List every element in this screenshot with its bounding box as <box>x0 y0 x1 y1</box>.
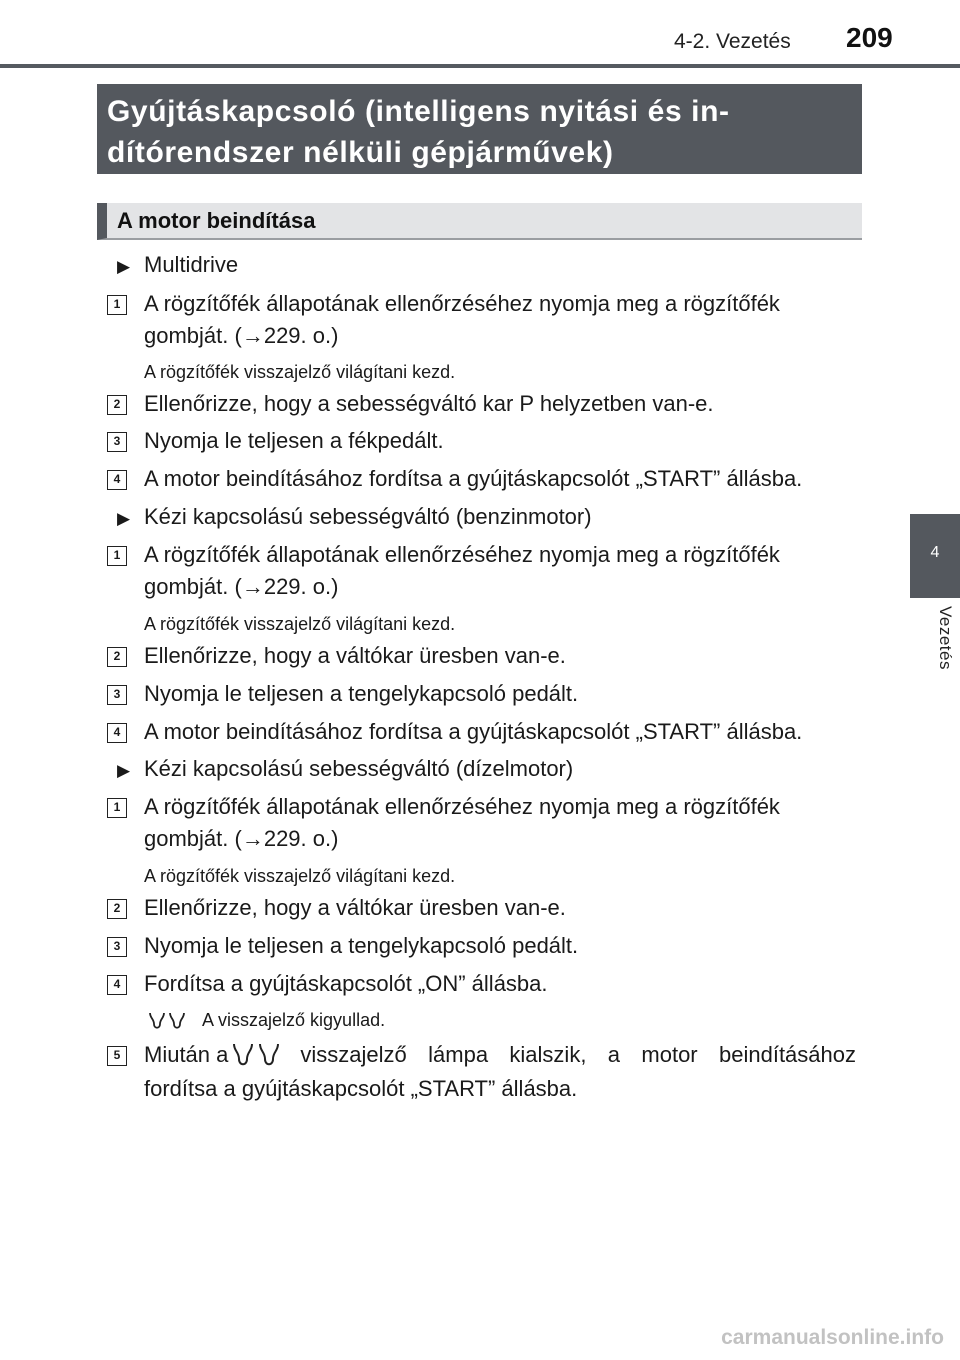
step-number: 2 <box>107 395 127 415</box>
step-number: 1 <box>107 798 127 818</box>
title-line-1: Gyújtáskapcsoló (intelligens nyitási és in- <box>107 95 730 128</box>
arrow-icon: → <box>241 323 264 348</box>
step-note: A rögzítőfék visszajelző világítani kezd. <box>144 866 456 886</box>
step-text: Ellenőrizze, hogy a váltókar üresben van-e. <box>144 895 566 920</box>
step-number: 3 <box>107 432 127 452</box>
step-text-continued: gombját. (→229. o.) <box>144 574 339 599</box>
triangle-bullet-icon: ▶ <box>117 761 131 780</box>
watermark: carmanualsonline.info <box>721 1326 944 1349</box>
step-text: A rögzítőfék állapotának ellenőrzéséhez nyomja meg a rögzítőfék <box>144 291 780 316</box>
step-text: Nyomja le teljesen a tengelykapcsoló pedált. <box>144 933 579 958</box>
step-number: 1 <box>107 295 127 315</box>
step-note: A rögzítőfék visszajelző világítani kezd. <box>144 362 456 382</box>
section-subheading <box>97 203 862 240</box>
step-text: Ellenőrizze, hogy a sebességváltó kar P helyzetben van-e. <box>144 391 714 416</box>
group-heading: ▶ Kézi kapcsolású sebességváltó (benzinmotor) <box>117 500 592 536</box>
subheading-text: A motor beindítása <box>117 208 316 233</box>
step-text: Nyomja le teljesen a fékpedált. <box>144 428 444 453</box>
chapter-tab[interactable]: 4 <box>910 514 960 598</box>
step-text: Miután a visszajelző lámpa kialszik, a motor beindításához <box>144 1038 856 1072</box>
step-number: 3 <box>107 937 127 957</box>
step-number: 4 <box>107 723 127 743</box>
step-text: A rögzítőfék állapotának ellenőrzéséhez nyomja meg a rögzítőfék <box>144 794 780 819</box>
step-number: 2 <box>107 647 127 667</box>
step-text-continued: gombját. (→229. o.) <box>144 826 339 851</box>
step-number: 3 <box>107 685 127 705</box>
step-text: Fordítsa a gyújtáskapcsolót „ON” állásba. <box>144 971 548 996</box>
arrow-icon: → <box>241 826 264 851</box>
group-heading: ▶ Kézi kapcsolású sebességváltó (dízelmotor) <box>117 752 573 788</box>
step-note: A visszajelző kigyullad. <box>146 1008 858 1034</box>
step-number: 2 <box>107 899 127 919</box>
triangle-bullet-icon: ▶ <box>117 509 131 528</box>
header-divider <box>0 64 960 68</box>
group-heading: ▶ Multidrive <box>117 248 238 284</box>
step-note: A rögzítőfék visszajelző világítani kezd. <box>144 614 456 634</box>
glow-plug-indicator-icon <box>228 1038 286 1072</box>
triangle-bullet-icon: ▶ <box>117 257 131 276</box>
step-text: A motor beindításához fordítsa a gyújtáskapcsolót „START” állásba. <box>144 719 803 744</box>
step-number: 5 <box>107 1046 127 1066</box>
section-title: 4-2. Vezetés <box>674 30 791 53</box>
step-text: A motor beindításához fordítsa a gyújtáskapcsolót „START” állásba. <box>144 466 803 491</box>
step-number: 1 <box>107 546 127 566</box>
step-text-continued: gombját. (→229. o.) <box>144 323 339 348</box>
step-text: Nyomja le teljesen a tengelykapcsoló pedált. <box>144 681 579 706</box>
arrow-icon: → <box>241 574 264 599</box>
step-number: 4 <box>107 975 127 995</box>
step-text: A rögzítőfék állapotának ellenőrzéséhez nyomja meg a rögzítőfék <box>144 542 780 567</box>
title-line-2: dítórendszer nélküli gépjárművek) <box>107 136 614 169</box>
glow-plug-indicator-icon <box>146 1008 190 1034</box>
step-text-continued: fordítsa a gyújtáskapcsolót „START” állásba. <box>144 1076 578 1101</box>
chapter-label: Vezetés <box>936 606 955 670</box>
step-number: 4 <box>107 470 127 490</box>
page-title <box>97 84 862 174</box>
page-number: 209 <box>846 22 893 53</box>
step-text: Ellenőrizze, hogy a váltókar üresben van-e. <box>144 643 566 668</box>
